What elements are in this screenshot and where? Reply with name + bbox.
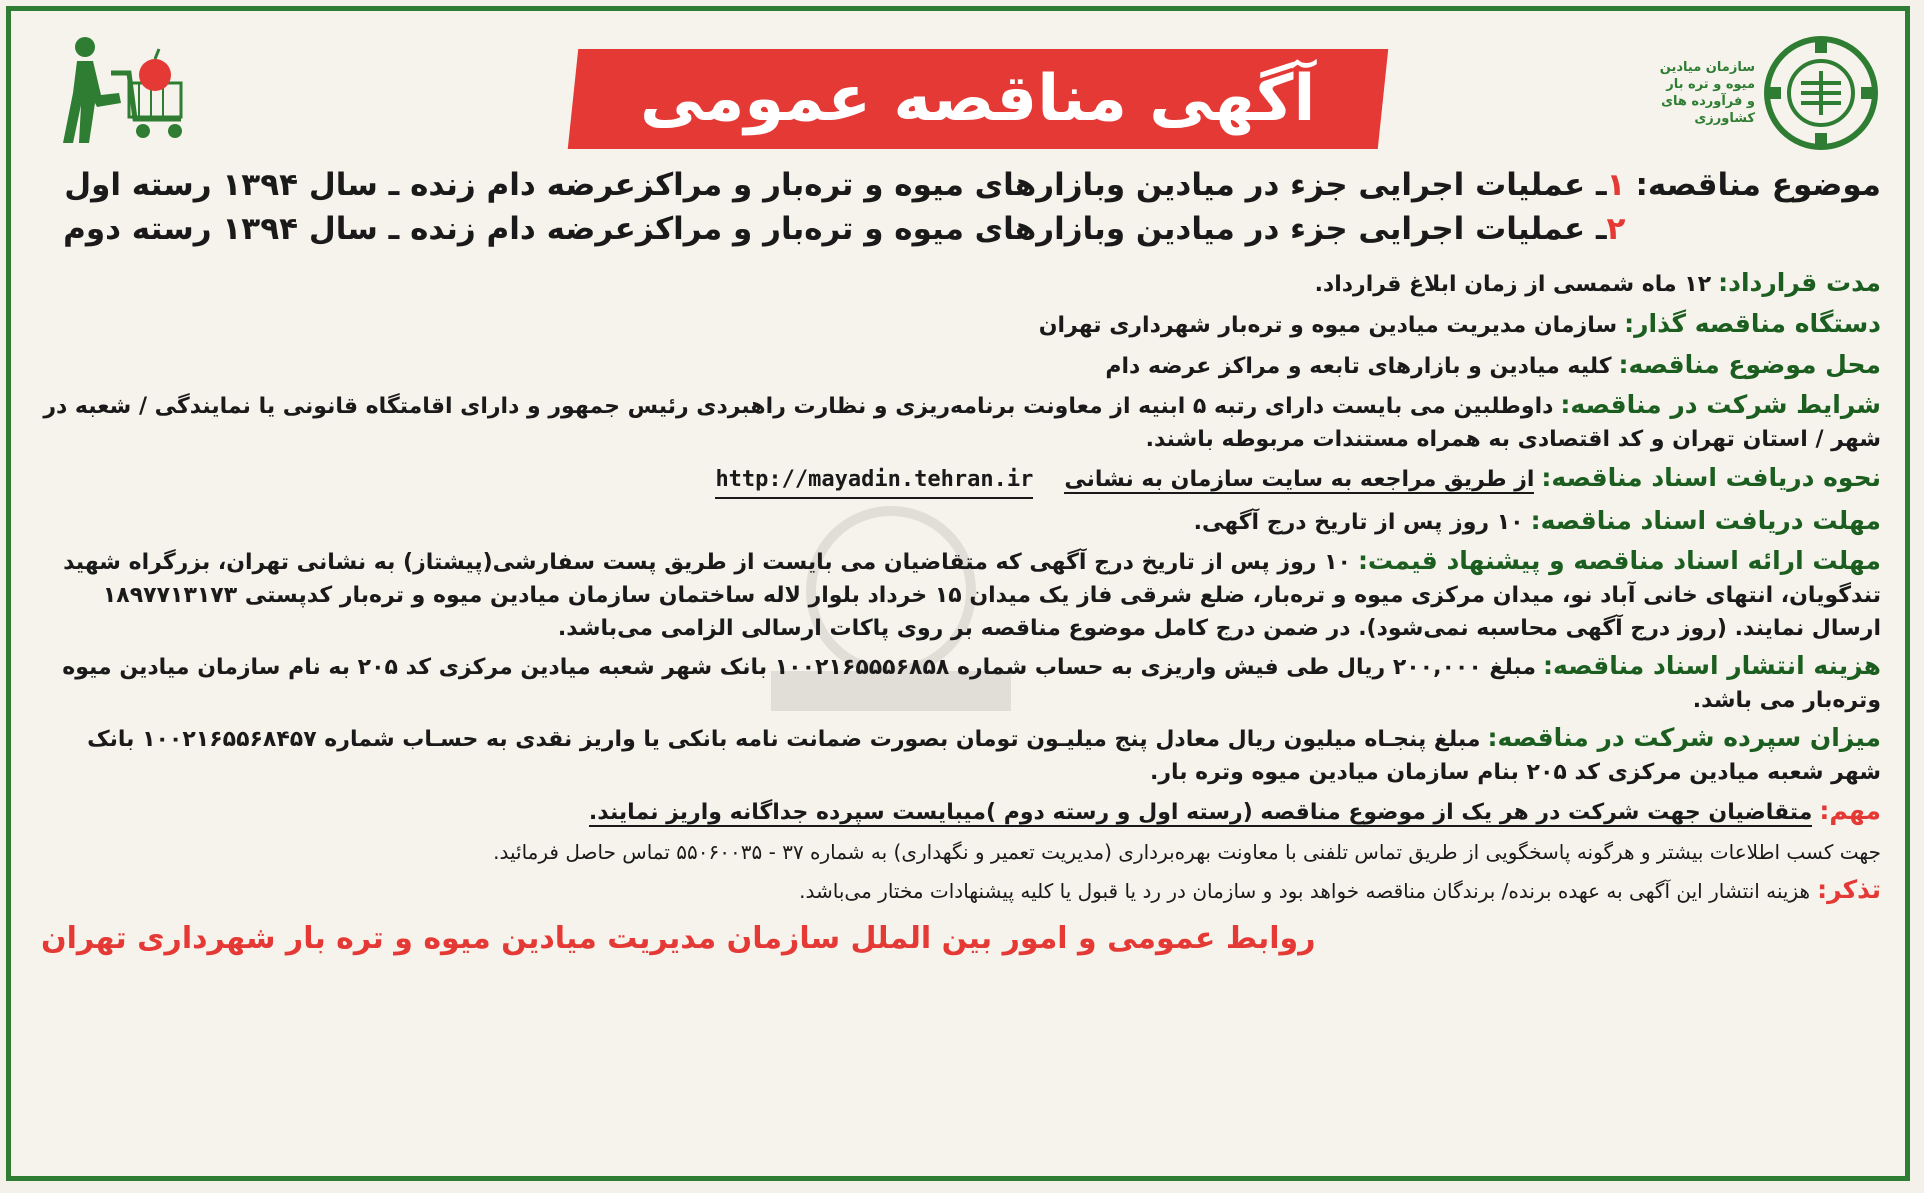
municipality-emblem-icon (1761, 33, 1881, 153)
footer-signature: روابط عمومی و امور بین الملل سازمان مدیریت میادین میوه و تره بار شهرداری تهران (41, 921, 1316, 956)
logo-text: سازمان میادین میوه و تره بار و فرآورده های کشاورزی (1659, 60, 1755, 126)
shopping-cart-icon (51, 33, 191, 151)
subject-item-1: ۱ـ عملیات اجرایی جزء در میادین وبازارهای میوه و تره‌بار و مراکزعرضه دام زنده ـ سال ۱۳۹۴ رسته اول (64, 167, 1626, 203)
notice-body (41, 163, 1881, 1158)
contact-info: جهت کسب اطلاعات بیشتر و هرگونه پاسخگویی از طریق تماس تلفنی با معاونت بهره‌برداری (مدیریت تعمیر و نگهداری) به شماره ۳۷ - ۵۵۰۶۰۰۳۵ تماس حاصل فرمائید. (493, 840, 1881, 864)
receive-method-row: نحوه دریافت اسناد مناقصه: از طریق مراجعه به سایت سازمان به نشانی http://mayadin.tehran.ir (41, 460, 1881, 499)
important-row: مهم: متقاضیان جهت شرکت در هر یک از موضوع مناقصه (رسته اول و رسته دوم )میبایست سپرده جداگانه واریز نمایند. (588, 796, 1881, 825)
note-row: تذکر: هزینه انتشار این آگهی به عهده برنده/ برندگان مناقصه خواهد بود و سازمان در رد یا قبول یا کلیه پیشنهادات مختار می‌باشد. (799, 875, 1881, 904)
issuer-row: دستگاه مناقصه گذار: سازمان مدیریت میادین میوه و تره‌بار شهرداری تهران (1038, 309, 1881, 338)
header (11, 11, 1905, 161)
submit-deadline-row: مهلت ارائه اسناد مناقصه و پیشنهاد قیمت: ۱۰ روز پس از تاریخ درج آگهی که متقاضیان می بایست از طریق پست سفارشی(پیشتاز) به نشانی تهران، بزرگراه شهید تندگویان، انتهای خانی آباد نو، میدان مرکزی میوه و تره‌بار، ضلع شرقی فاز یک میدان ۱۵ خرداد بلوار لاله ساختمان سازمان میادین میوه و تره‌بار کدپستی ۱۸۹۷۷۱۳۱۷۳ ارسال نمایند. (روز درج آگهی محاسبه نمی‌شود). در ضمن درج کامل موضوع مناقصه بر روی پاکات ارسالی الزامی می‌باشد. (63, 546, 1881, 641)
website-link[interactable]: http://mayadin.tehran.ir (715, 462, 1033, 499)
contract-duration-row: مدت قرارداد: ۱۲ ماه شمسی از زمان ابلاغ قرارداد. (1314, 268, 1881, 297)
subject-items (41, 163, 1625, 251)
location-row: محل موضوع مناقصه: کلیه میادین و بازارهای تابعه و مراکز عرضه دام (1105, 350, 1881, 379)
receive-deadline-row: مهلت دریافت اسناد مناقصه: ۱۰ روز پس از تاریخ درج آگهی. (1193, 506, 1881, 535)
organization-logo (1641, 33, 1881, 153)
conditions-row: شرایط شرکت در مناقصه: داوطلبین می بایست دارای رتبه ۵ ابنیه از معاونت برنامه‌ریزی و نظارت راهبردی رئیس جمهور و دارای اقامتگاه قانونی یا نمایندگی / شعبه در شهر / استان تهران و کد اقتصادی به همراه مستندات مربوطه باشند. (43, 390, 1881, 452)
deposit-row: میزان سپرده شرکت در مناقصه: مبلغ پنجـاه میلیون ریال معادل پنج میلیـون تومان بصورت ضمانت نامه بانکی یا واریز نقدی به حسـاب شماره ۱۰۰۲۱۶۵۵۶۸۴۵۷ بانک شهر شعبه میادین مرکزی کد ۲۰۵ بنام سازمان میادین میوه وتره بار. (87, 723, 1881, 785)
subject-label: موضوع مناقصه: (1635, 167, 1881, 203)
subject-item-2: ۲ـ عملیات اجرایی جزء در میادین وبازارهای میوه و تره‌بار و مراکزعرضه دام زنده ـ سال ۱۳۹۴ رسته دوم (63, 211, 1626, 247)
doc-fee-row: هزینه انتشار اسناد مناقصه: مبلغ ۲۰۰,۰۰۰ ریال طی فیش واریزی به حساب شماره ۱۰۰۲۱۶۵۵۵۶۸۵۸ بانک شهر شعبه میادین مرکزی کد ۲۰۵ به نام سازمان میادین میوه وتره‌بار می باشد. (62, 651, 1881, 713)
notice-frame (6, 6, 1910, 1181)
title-banner (568, 49, 1389, 149)
subject-section (41, 163, 1881, 251)
page-title: آگهی مناقصه عمومی (640, 62, 1316, 136)
